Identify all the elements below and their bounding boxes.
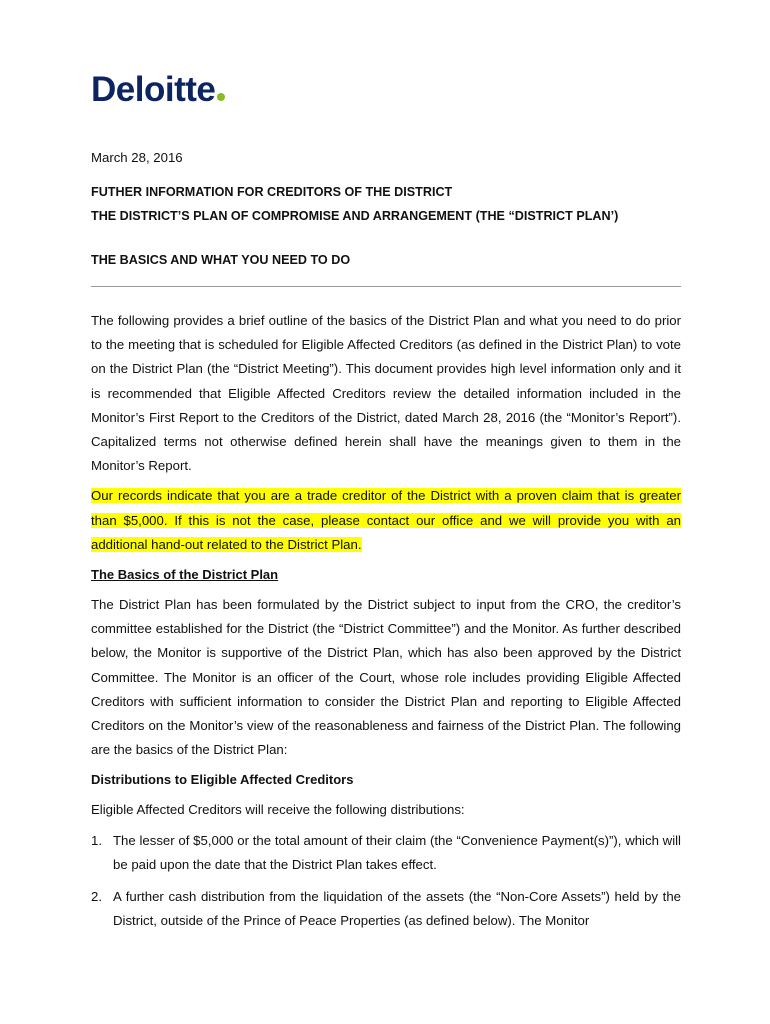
- list-item-number: 2.: [91, 889, 102, 905]
- list-item-text: The lesser of $5,000 or the total amount of their claim (the “Convenience Payment(s)”), which will be paid upon the date that the District Plan takes effect.: [113, 832, 681, 872]
- logo-dot-icon: [217, 93, 225, 101]
- distributions-list: [91, 829, 681, 934]
- section-distributions-intro: Eligible Affected Creditors will receive the following distributions:: [91, 802, 465, 818]
- horizontal-divider: [91, 286, 681, 287]
- document-heading-1: FUTHER INFORMATION FOR CREDITORS OF THE DISTRICT: [91, 185, 453, 199]
- list-item-text: A further cash distribution from the liquidation of the assets (the “Non-Core Assets”) held by the District, outside of the Prince of Peace Properties (as defined below). The Monitor: [113, 889, 681, 929]
- section-title-distributions: Distributions to Eligible Affected Creditors: [91, 772, 354, 788]
- section-title-basics: The Basics of the District Plan: [91, 567, 279, 583]
- list-item: [91, 829, 681, 877]
- highlighted-paragraph: [91, 484, 681, 557]
- list-item-number: 1.: [91, 832, 102, 848]
- document-body: [91, 146, 681, 941]
- intro-paragraph: The following provides a brief outline of the basics of the District Plan and what you need to do prior to the meeting that is scheduled for Eligible Affected Creditors (as defined in the District Plan) to vote on the District Plan (the “District Meeting”). This document provides high level information only and it is recommended that Eligible Affected Creditors review the detailed information included in the Monitor’s First Report to the Creditors of the District, dated March 28, 2016 (the “Monitor’s Report”). Capitalized terms not otherwise defined herein shall have the meanings given to them in the Monitor’s Report.: [91, 313, 681, 474]
- deloitte-logo: [91, 70, 225, 110]
- list-item: [91, 885, 681, 933]
- document-heading-3: THE BASICS AND WHAT YOU NEED TO DO: [91, 253, 351, 267]
- section-basics-body: The District Plan has been formulated by the District subject to input from the CRO, the creditor’s committee established for the District (the “District Committee”) and the Monitor. As further described below, the Monitor is supportive of the District Plan, which has also been approved by the District Committee. The Monitor is an officer of the Court, whose role includes providing Eligible Affected Creditors with sufficient information to consider the District Plan and reporting to Eligible Affected Creditors on the Monitor’s view of the reasonableness and fairness of the District Plan. The following are the basics of the District Plan:: [91, 597, 681, 758]
- document-heading-2: THE DISTRICT’S PLAN OF COMPROMISE AND ARRANGEMENT (THE “DISTRICT PLAN’): [91, 209, 619, 223]
- logo-text: Deloitte: [91, 70, 216, 109]
- document-date: March 28, 2016: [91, 150, 183, 165]
- highlighted-text: Our records indicate that you are a trade creditor of the District with a proven claim that is greater than $5,000. If this is not the case, please contact our office and we will provide you with an additional hand-out related to the District Plan.: [91, 488, 681, 552]
